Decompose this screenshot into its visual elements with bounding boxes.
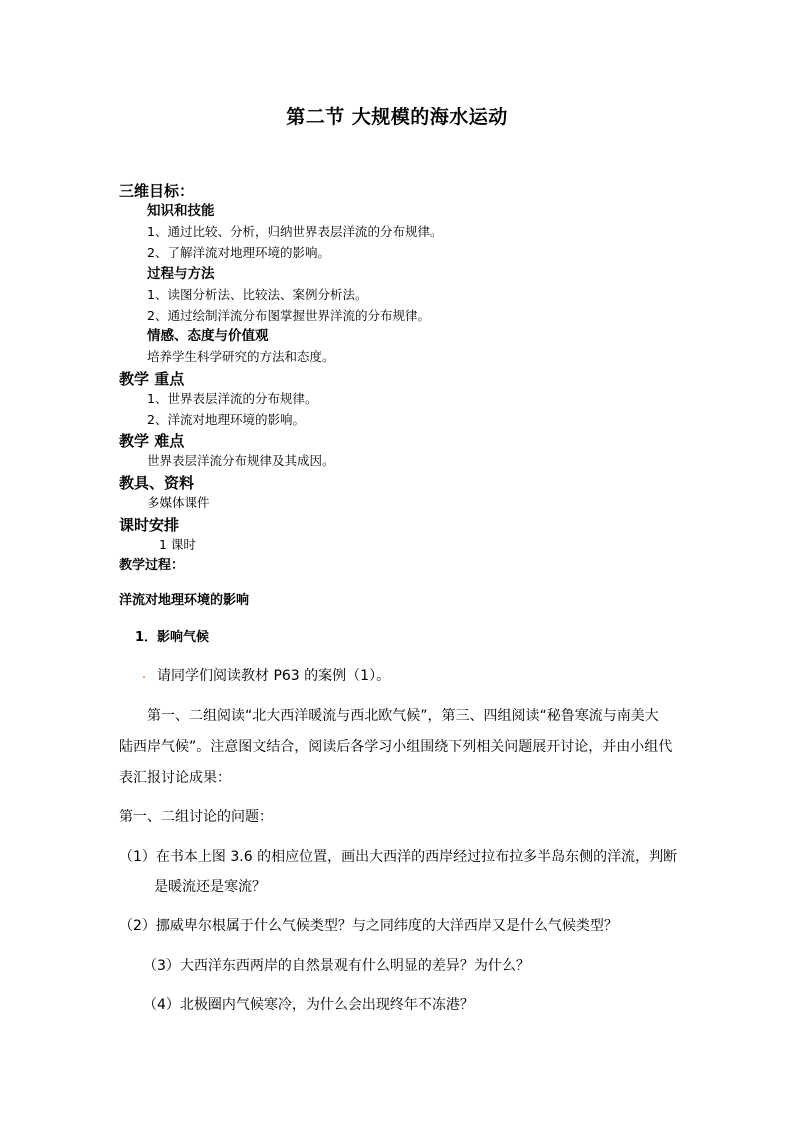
schedule-text: 1 课时 xyxy=(159,537,196,552)
materials-text: 多媒体课件 xyxy=(147,495,210,510)
question-2: （2）挪威卑尔根属于什么气候类型？与之同纬度的大洋西岸又是什么气候类型？ xyxy=(119,918,618,934)
page-title: 第二节 大规模的海水运动 xyxy=(286,106,508,128)
question-4: （4）北极圈内气候寒冷，为什么会出现终年不冻港？ xyxy=(143,997,474,1013)
difficulty-text: 世界表层洋流分布规律及其成因。 xyxy=(147,453,335,468)
knowledge-heading: 知识和技能 xyxy=(147,203,215,219)
question-3: （3）大西洋东西两岸的自然景观有什么明显的差异？为什么？ xyxy=(143,958,530,974)
discussion-heading: 第一、二组讨论的问题： xyxy=(119,809,273,825)
process-method-item-2: 2、通过绘制洋流分布图掌握世界洋流的分布规律。 xyxy=(147,308,430,323)
process-method-heading: 过程与方法 xyxy=(147,266,215,282)
paragraph-line-3: 表汇报讨论成果： xyxy=(119,770,231,786)
knowledge-item-2: 2、了解洋流对地理环境的影响。 xyxy=(147,245,330,260)
question-1-line-2: 是暖流还是寒流？ xyxy=(154,879,266,895)
materials-heading: 教具、资料 xyxy=(119,474,195,492)
list-bullet-icon xyxy=(143,676,145,678)
knowledge-item-1: 1、通过比较、分析，归纳世界表层洋流的分布规律。 xyxy=(147,224,443,239)
key-point-item-1: 1、世界表层洋流的分布规律。 xyxy=(147,391,318,406)
process-method-item-1: 1、读图分析法、比较法、案例分析法。 xyxy=(147,287,368,302)
key-point-item-2: 2、洋流对地理环境的影响。 xyxy=(147,412,305,427)
paragraph-line-2: 陆西岸气候”。注意图文结合，阅读后各学习小组围绕下列相关问题展开讨论，并由小组代 xyxy=(119,739,673,755)
paragraph-line-1: 第一、二组阅读“北大西洋暖流与西北欧气候”，第三、四组阅读“秘鲁寒流与南美大 xyxy=(147,708,659,724)
emotion-text: 培养学生科学研究的方法和态度。 xyxy=(147,349,335,364)
schedule-heading: 课时安排 xyxy=(119,516,180,534)
difficulty-heading: 教学 难点 xyxy=(119,432,185,450)
question-1-line-1: （1）在书本上图 3.6 的相应位置，画出大西洋的西岸经过拉布拉多半岛东侧的洋流，判断 xyxy=(119,849,678,865)
read-instruction: 请同学们阅读教材 P63 的案例（1）。 xyxy=(157,668,391,684)
objectives-heading: 三维目标： xyxy=(119,182,195,200)
subsection-heading: 1．影响气候 xyxy=(135,630,210,645)
emotion-heading: 情感、态度与价值观 xyxy=(147,328,269,344)
teaching-process-heading: 教学过程： xyxy=(119,558,185,573)
key-points-heading: 教学 重点 xyxy=(119,370,185,388)
section-heading: 洋流对地理环境的影响 xyxy=(119,593,250,608)
